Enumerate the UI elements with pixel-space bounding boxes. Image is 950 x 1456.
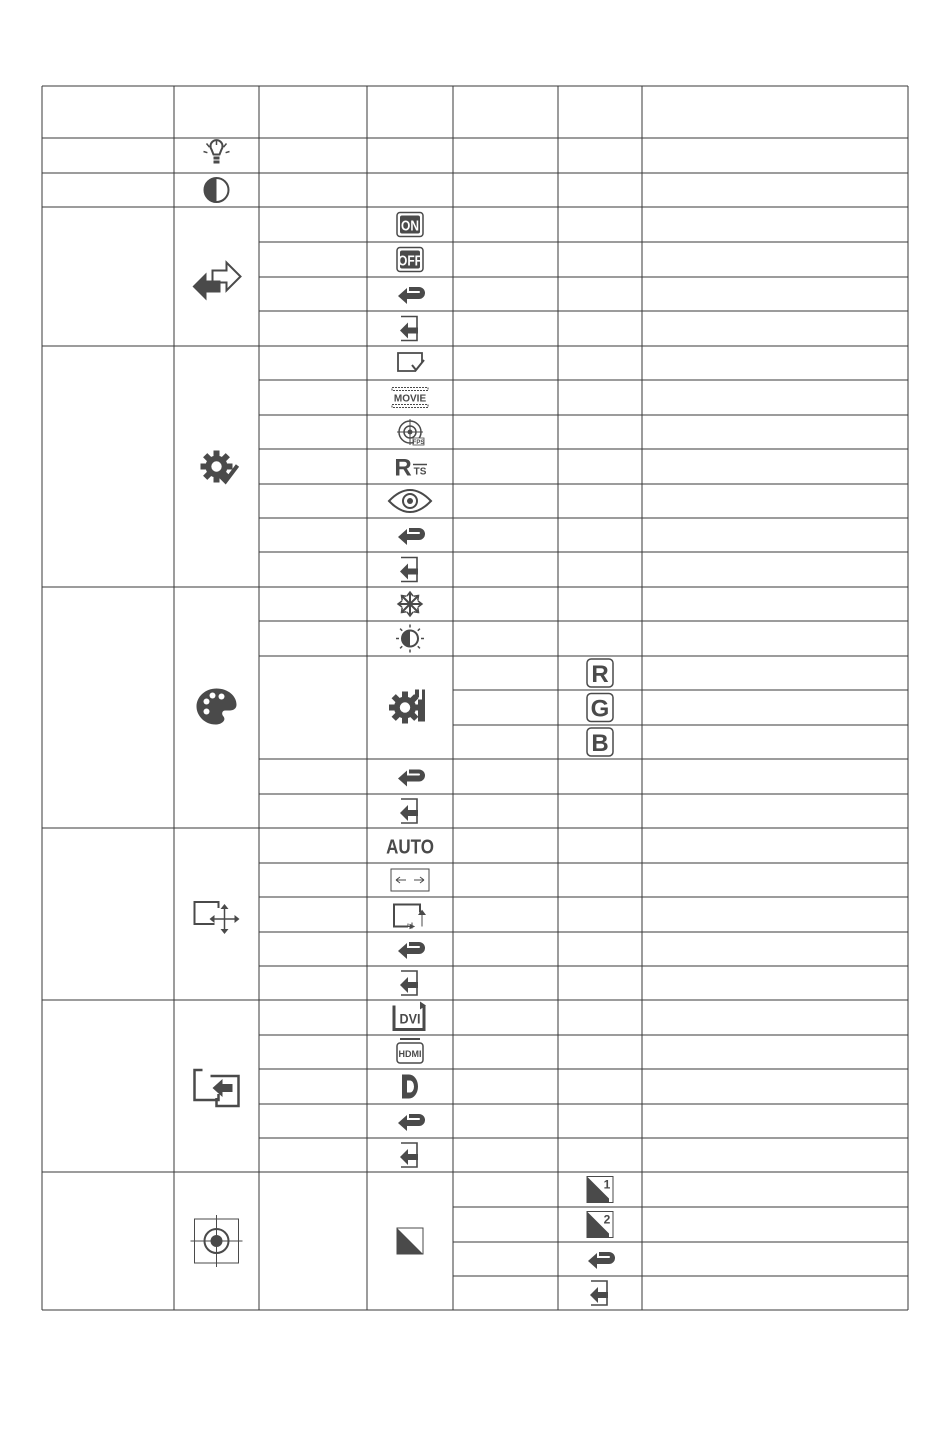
crosshair-icon — [191, 1215, 243, 1267]
exit-icon — [400, 1143, 418, 1167]
svg-text:FPS: FPS — [412, 440, 425, 446]
svg-text:TS: TS — [413, 466, 427, 478]
image-move-icon — [195, 902, 240, 934]
svg-text:1: 1 — [603, 1177, 611, 1192]
svg-text:R: R — [591, 661, 609, 688]
crosshair-style-2-icon — [587, 1212, 613, 1238]
green-channel-icon — [587, 694, 613, 723]
svg-text:G: G — [590, 695, 610, 723]
hdmi-input-icon — [397, 1039, 423, 1063]
off-badge-icon — [397, 248, 423, 272]
svg-text:2: 2 — [603, 1212, 611, 1227]
red-channel-icon — [587, 659, 613, 688]
exit-icon — [400, 317, 418, 341]
svg-text:MOVIE: MOVIE — [393, 393, 427, 405]
gear-check-icon — [201, 451, 238, 483]
input-source-icon — [195, 1070, 239, 1106]
exit-icon — [400, 971, 418, 995]
exit-icon — [590, 1281, 608, 1305]
return-arrow-icon — [398, 942, 425, 959]
movie-mode-icon — [392, 388, 428, 408]
return-arrow-icon — [398, 770, 425, 787]
svg-text:ON: ON — [400, 217, 420, 234]
return-arrow-icon — [398, 528, 425, 545]
exit-icon — [400, 558, 418, 582]
half-circle-contrast-icon — [205, 178, 229, 202]
return-arrow-icon — [398, 1114, 425, 1131]
svg-text:DVI: DVI — [399, 1010, 421, 1027]
lightbulb-icon — [204, 140, 230, 163]
fps-mode-icon — [397, 419, 424, 446]
user-color-gear-icon — [389, 690, 425, 724]
warm-sun-icon — [396, 625, 424, 653]
return-arrow-icon — [588, 1252, 615, 1269]
h-position-icon — [391, 869, 429, 891]
v-position-icon — [394, 905, 425, 929]
svg-text:HDMI: HDMI — [398, 1049, 422, 1059]
svg-text:R: R — [394, 454, 412, 482]
return-arrow-icon — [398, 287, 425, 304]
cool-snowflake-icon — [398, 592, 422, 616]
auto-adjust-icon — [386, 835, 434, 858]
displayport-input-icon — [402, 1075, 418, 1099]
eye-mode-icon — [389, 490, 431, 512]
standard-mode-icon — [398, 353, 424, 371]
rts-mode-icon — [394, 455, 427, 482]
blue-channel-icon — [587, 728, 613, 757]
crosshair-style-1-icon — [587, 1177, 613, 1203]
dvi-input-icon — [394, 1002, 426, 1030]
exit-icon — [400, 799, 418, 823]
on-badge-icon — [397, 213, 423, 237]
swap-arrows-icon — [193, 263, 241, 301]
crosshair-style-icon — [397, 1228, 423, 1254]
svg-text:AUTO: AUTO — [386, 835, 434, 858]
svg-text:B: B — [591, 730, 609, 757]
palette-icon — [197, 689, 237, 725]
svg-text:OFF: OFF — [398, 252, 422, 269]
